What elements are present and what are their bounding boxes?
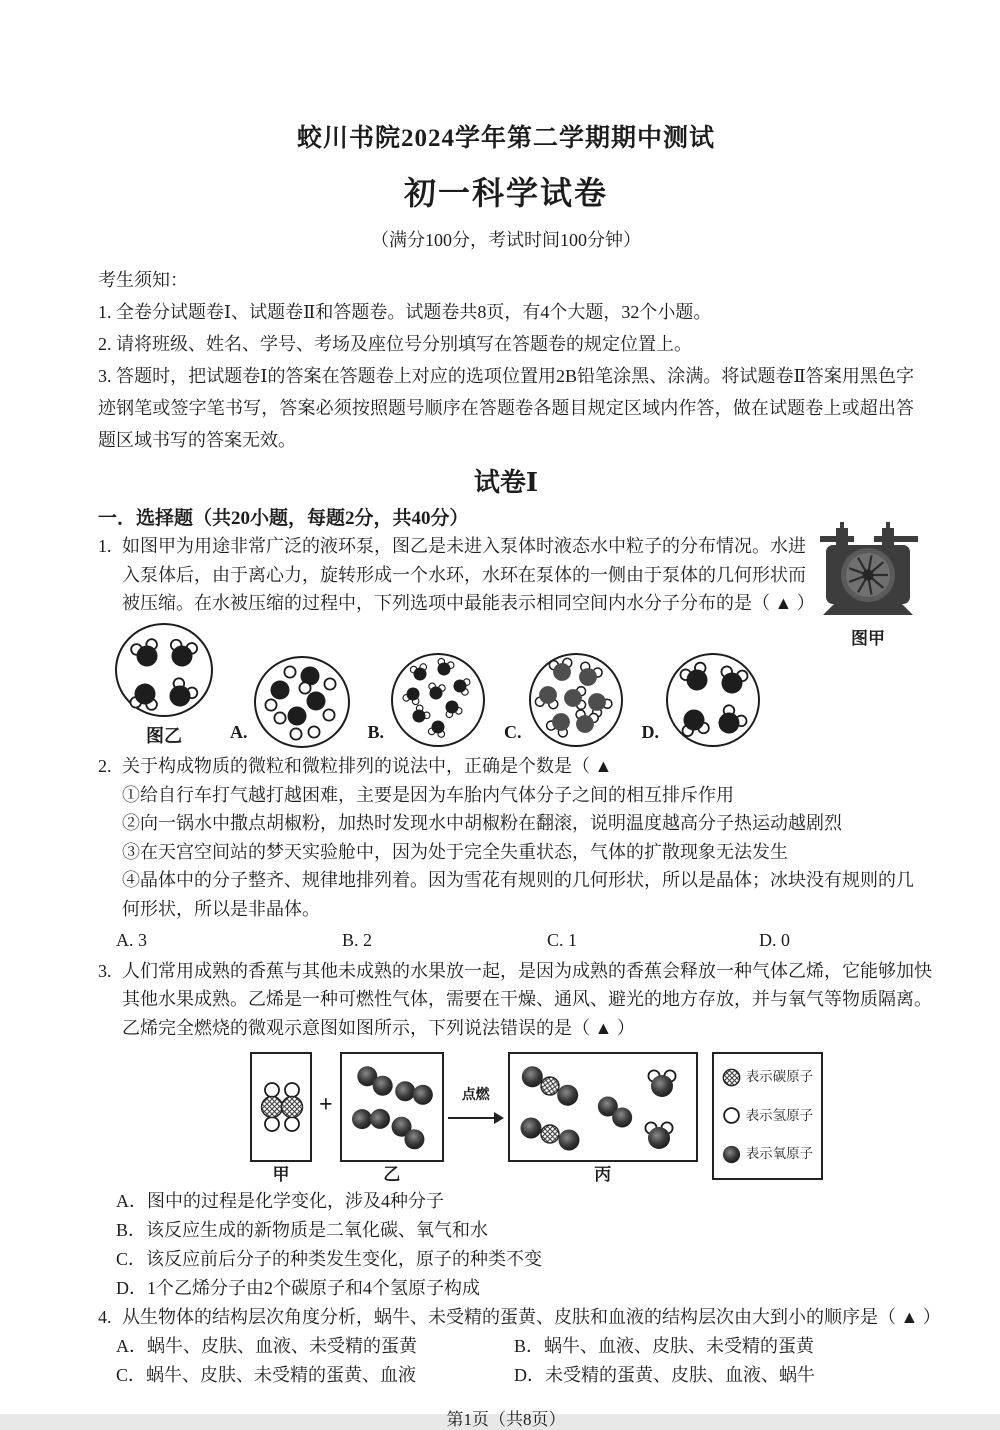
q4-option: C．蜗牛、皮肤、未受精的蛋黄、血液 — [116, 1365, 417, 1385]
notice-item: 3. 答题时，把试题卷Ⅰ的答案在答题卷上对应的选项位置用2B铅笔涂黑、涂满。将试题卷Ⅱ答案用黑色字迹钢笔或签字笔书写，答案必须按照题号顺序在答题卷各题目规定区域内作答，做在试题卷上或超出答题区域书写的答案无效。 — [98, 366, 914, 450]
q1-answer-diagrams — [112, 622, 914, 751]
q2-option: C. 1 — [547, 930, 578, 950]
water-molecules-icon — [661, 650, 765, 750]
molecule-diagram-B — [354, 650, 491, 750]
ethylene-molecule-icon — [252, 1054, 310, 1160]
question-line: 入泵体后，由于离心力，旋转形成一个水环，水环在泵体的一侧由于泵体的几何形状而 — [122, 564, 806, 585]
small-water-molecules-icon — [386, 650, 490, 750]
molecule-diagram-label: B. — [367, 721, 385, 742]
question-2 — [98, 752, 914, 955]
liquid-ring-pump-icon — [812, 522, 924, 616]
plus-sign: + — [319, 1092, 333, 1119]
question-line: 如图甲为用途非常广泛的液环泵，图乙是未进入泵体时液态水中粒子的分布情况。水进 — [122, 536, 806, 556]
question-number: 1. — [98, 536, 112, 556]
paper-title: 初一科学试卷 — [403, 175, 608, 211]
legend-row — [722, 1140, 814, 1169]
molecule-diagram-A — [216, 650, 354, 750]
q4-option: D．未受精的蛋黄、皮肤、血液、蜗牛 — [514, 1365, 815, 1385]
page-footer: 第1页（共8页） — [446, 1409, 566, 1429]
q3-option: A．图中的过程是化学变化，涉及4种分子 — [116, 1191, 444, 1211]
oxygen-atom-icon — [722, 1145, 741, 1164]
question-number: 4. — [98, 1307, 112, 1327]
pump-caption: 图甲 — [851, 628, 885, 648]
carbon-atom-icon — [722, 1068, 741, 1087]
molecule-diagram-label: A. — [230, 721, 248, 742]
legend-label: 表示氧原子 — [745, 1146, 814, 1161]
notice-item: 1. 全卷分试题卷Ⅰ、试题卷Ⅱ和答题卷。试题卷共8页，有4个大题，32个小题。 — [98, 302, 712, 322]
box-label: 甲 — [272, 1165, 290, 1184]
section-title: 一．选择题（共20小题，每题2分，共40分） — [98, 508, 469, 529]
reactant-box-yi — [340, 1052, 444, 1185]
molecule-diagram-label: 图乙 — [146, 725, 182, 746]
arrow-right-icon — [448, 1111, 504, 1125]
pump-figure — [808, 522, 928, 653]
oxygen-molecules-icon — [342, 1054, 442, 1160]
molecule-diagram-label: C. — [504, 721, 522, 742]
question-1 — [98, 532, 914, 750]
paper1-title: 试卷Ⅰ — [473, 468, 539, 497]
q3-options — [98, 1187, 914, 1303]
q2-option: D. 0 — [759, 930, 790, 950]
notice-heading: 考生须知： — [98, 270, 188, 290]
paper-meta: （满分100分，考试时间100分钟） — [371, 230, 641, 250]
q2-option: A. 3 — [116, 930, 147, 950]
q2-option: B. 2 — [342, 930, 373, 950]
hydrogen-atom-icon — [722, 1106, 741, 1125]
q2-subitem: ②向一锅水中撒点胡椒粉，加热时发现水中胡椒粉在翻滚，说明温度越高分子热运动越剧烈 — [122, 813, 842, 833]
q2-subitem: ③在天宫空间站的梦天实验舱中，因为处于完全失重状态，气体的扩散现象无法发生 — [122, 841, 788, 862]
molecule-diagram-D — [628, 650, 766, 750]
molecule-diagram-label: D. — [641, 721, 660, 742]
reactant-box-jia — [250, 1052, 312, 1185]
legend-label: 表示碳原子 — [745, 1069, 814, 1084]
q4-option: A．蜗牛、皮肤、血液、未受精的蛋黄 — [116, 1335, 417, 1356]
q3-option: D．1个乙烯分子由2个碳原子和4个氢原子构成 — [116, 1278, 480, 1298]
legend-label: 表示氢原子 — [745, 1107, 814, 1123]
product-box-bing — [508, 1052, 698, 1185]
q2-subitem: ④晶体中的分子整齐、规律地排列着。因为雪花有规则的几何形状，所以是晶体；冰块没有规则的几何形状，所以是非晶体。 — [122, 870, 914, 919]
question-4 — [98, 1303, 941, 1391]
dense-water-molecules-icon — [524, 650, 628, 750]
water-molecules-icon — [112, 622, 216, 722]
legend-row — [722, 1063, 814, 1092]
ignite-arrow — [448, 1082, 504, 1156]
q3-option: C．该反应前后分子的种类发生变化，原子的种类不变 — [116, 1249, 543, 1269]
question-line: 被压缩。在水被压缩的过程中，下列选项中最能表示相同空间内水分子分布的是（ ▲ ） — [122, 593, 815, 613]
question-stem: 从生物体的结构层次角度分析，蜗牛、未受精的蛋黄、皮肤和血液的结构层次由大到小的顺序是（ ▲ ） — [122, 1307, 941, 1327]
box-label: 丙 — [594, 1165, 612, 1184]
question-number: 3. — [98, 960, 112, 981]
legend-box — [712, 1052, 824, 1180]
molecule-diagram-C — [490, 650, 628, 750]
box-label: 乙 — [383, 1165, 401, 1184]
legend-row — [722, 1102, 814, 1131]
question-stem: 关于构成物质的微粒和微粒排列的说法中，正确是个数是（ ▲ — [122, 756, 613, 776]
question-line: 乙烯完全燃烧的微观示意图如图所示，下列说法错误的是（ ▲ ） — [122, 1017, 635, 1038]
q4-options — [98, 1332, 914, 1391]
candidate-notice — [98, 264, 914, 456]
products-molecules-icon — [510, 1054, 696, 1160]
question-number: 2. — [98, 756, 112, 776]
combustion-reaction-figure — [250, 1052, 914, 1185]
ignite-label: 点燃 — [461, 1087, 490, 1103]
notice-item: 2. 请将班级、姓名、学号、考场及座位号分别填写在答题卷的规定位置上。 — [98, 334, 692, 354]
molecule-diagram-sample — [112, 622, 216, 751]
separated-atoms-icon — [250, 650, 354, 750]
q4-option: B．蜗牛、血液、皮肤、未受精的蛋黄 — [514, 1335, 815, 1356]
q2-subitem: ①给自行车打气越打越困难，主要是因为车胎内气体分子之间的相互排斥作用 — [122, 784, 734, 805]
q3-option: B．该反应生成的新物质是二氧化碳、氧气和水 — [116, 1220, 489, 1240]
q2-options — [98, 926, 914, 955]
question-3 — [98, 957, 932, 1304]
question-line: 其他水果成熟。乙烯是一种可燃性气体，需要在干燥、通风、避光的地方存放，并与氧气等物质隔离。 — [122, 989, 932, 1009]
page-title: 蛟川书院2024学年第二学期期中测试 — [296, 125, 715, 152]
question-line: 人们常用成熟的香蕉与其他未成熟的水果放一起，是因为成熟的香蕉会释放一种气体乙烯，它能够加快 — [122, 960, 932, 981]
